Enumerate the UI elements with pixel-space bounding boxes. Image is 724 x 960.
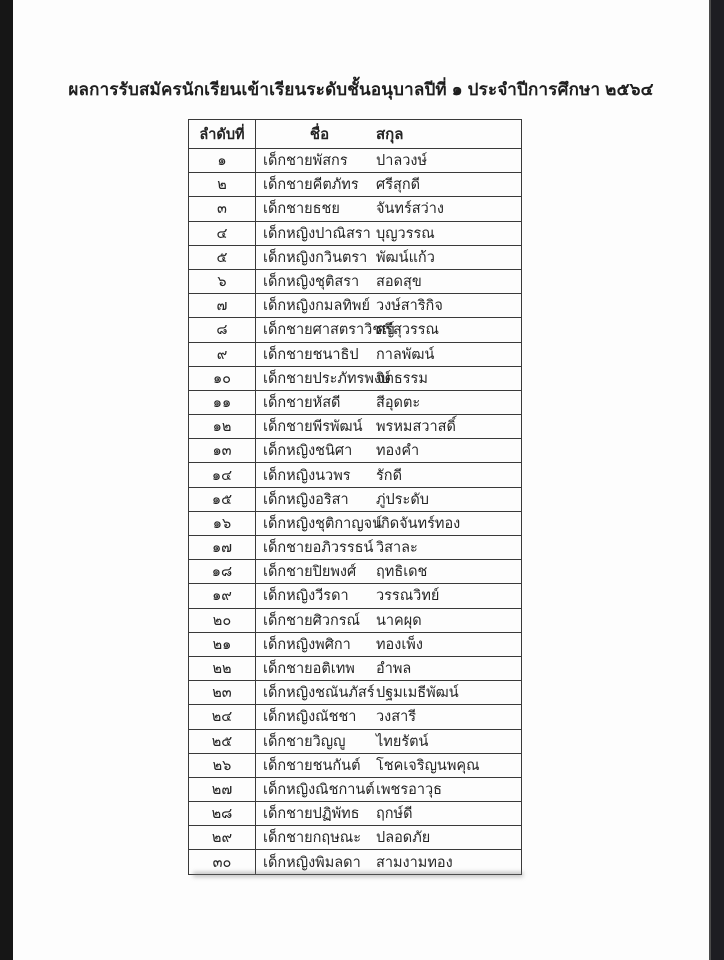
- student-first-name: เด็กหญิงกมลทิพย์: [263, 298, 370, 315]
- table-bottom-shadow: [193, 872, 523, 877]
- student-first-name: เด็กหญิงปาณิสรา: [263, 225, 371, 242]
- table-row: [189, 149, 522, 173]
- student-last-name: ฤกษ์ดี: [376, 806, 413, 823]
- table-row: [189, 802, 522, 826]
- table-row: [189, 487, 522, 511]
- row-number: ๒๐: [189, 608, 256, 632]
- student-last-name: นาคผุด: [376, 612, 422, 629]
- student-last-name: เพชรอาวุธ: [376, 781, 442, 798]
- student-first-name: เด็กชายหัสดี: [263, 394, 341, 411]
- row-number: ๒๘: [189, 802, 256, 826]
- row-number: ๔: [189, 221, 256, 245]
- row-number: ๒๑: [189, 632, 256, 656]
- row-number: ๑๗: [189, 536, 256, 560]
- table-row: [189, 318, 522, 342]
- student-first-name: เด็กหญิงอริสา: [263, 491, 349, 508]
- row-number: ๙: [189, 342, 256, 366]
- row-number: ๓๐: [189, 850, 256, 874]
- student-last-name: รักดี: [376, 467, 402, 484]
- table-row: [189, 294, 522, 318]
- student-first-name: เด็กหญิงชนิศา: [263, 443, 353, 460]
- student-first-name: เด็กชายชนาธิป: [263, 346, 359, 363]
- row-number: ๒๓: [189, 681, 256, 705]
- student-first-name: เด็กชายพีรพัฒน์: [263, 419, 363, 436]
- row-number: ๑๙: [189, 584, 256, 608]
- right-edge-shadow: [709, 0, 724, 960]
- row-number: ๓: [189, 197, 256, 221]
- student-last-name: ทองคำ: [376, 443, 420, 460]
- row-number: ๑๐: [189, 366, 256, 390]
- student-first-name: เด็กหญิงกวินตรา: [263, 249, 368, 266]
- student-last-name: โชคเจริญนพคุณ: [376, 757, 480, 774]
- table-row: [189, 560, 522, 584]
- student-first-name: เด็กชายประภัทรพงษ์: [263, 370, 391, 387]
- student-first-name: เด็กชายปฏิพัทธ: [263, 806, 360, 823]
- student-last-name: สามงามทอง: [376, 854, 453, 871]
- table-row: [189, 536, 522, 560]
- student-first-name: เด็กชายศาสตราวิชญ์: [263, 322, 395, 339]
- table-row: [189, 415, 522, 439]
- student-last-name: จิตธรรม: [376, 370, 428, 387]
- student-first-name: เด็กชายอภิวรรธน์: [263, 540, 374, 557]
- student-first-name: เด็กหญิงณิชกานต์: [263, 781, 375, 798]
- table-row: [189, 197, 522, 221]
- student-last-name: ภู่ประดับ: [376, 491, 429, 508]
- row-number: ๒๗: [189, 777, 256, 801]
- student-last-name: พัฒน์แก้ว: [376, 249, 435, 266]
- student-roster-table: [188, 119, 522, 875]
- table-row: [189, 269, 522, 293]
- student-first-name: เด็กชายพัสกร: [263, 153, 348, 170]
- table-header: [189, 120, 522, 149]
- student-last-name: สอดสุข: [376, 274, 422, 291]
- student-last-name: ไทยรัตน์: [376, 733, 429, 750]
- table-row: [189, 729, 522, 753]
- student-last-name: วิสาละ: [376, 540, 418, 557]
- student-first-name: เด็กชายชนกันต์: [263, 757, 361, 774]
- student-first-name: เด็กชายศิวกรณ์: [263, 612, 360, 629]
- left-edge-shadow: [0, 0, 13, 960]
- student-last-name: จันทร์สว่าง: [376, 201, 444, 218]
- row-number: ๒: [189, 173, 256, 197]
- student-last-name: ปฐมเมธีพัฒน์: [376, 685, 459, 702]
- row-number: ๘: [189, 318, 256, 342]
- table-row: [189, 584, 522, 608]
- student-first-name: เด็กหญิงชุติกาญจน์: [263, 515, 383, 532]
- header-last-name: สกุล: [376, 126, 404, 143]
- row-number: ๒๔: [189, 705, 256, 729]
- row-number: ๑๘: [189, 560, 256, 584]
- row-number: ๗: [189, 294, 256, 318]
- student-last-name: ศรีสุกดี: [376, 177, 421, 194]
- row-number: ๖: [189, 269, 256, 293]
- student-last-name: ปาลวงษ์: [376, 153, 428, 170]
- student-last-name: ปลอดภัย: [376, 830, 431, 847]
- row-number: ๑๒: [189, 415, 256, 439]
- table-row: [189, 173, 522, 197]
- row-number: ๒๙: [189, 826, 256, 850]
- student-last-name: ศรีสุวรรณ: [376, 322, 440, 339]
- table-row: [189, 221, 522, 245]
- student-last-name: กาลพัฒน์: [376, 346, 435, 363]
- student-first-name: เด็กชายกฤษณะ: [263, 830, 361, 847]
- table-row: [189, 608, 522, 632]
- student-last-name: สีอุดตะ: [376, 394, 421, 411]
- page-title: ผลการรับสมัครนักเรียนเข้าเรียนระดับชั้นอนุบาลปีที่ ๑ ประจำปีการศึกษา ๒๕๖๔: [68, 80, 654, 99]
- table-row: [189, 511, 522, 535]
- table-row: [189, 705, 522, 729]
- student-first-name: เด็กหญิงพศิกา: [263, 636, 351, 653]
- student-first-name: เด็กหญิงชุติสรา: [263, 274, 360, 291]
- table-row: [189, 245, 522, 269]
- student-first-name: เด็กหญิงพิมลดา: [263, 854, 361, 871]
- student-last-name: เกิดจันทร์ทอง: [376, 515, 461, 532]
- student-last-name: วงสารี: [376, 709, 417, 726]
- student-last-name: บุญวรรณ: [376, 225, 435, 242]
- student-last-name: วรรณวิทย์: [376, 588, 440, 605]
- table-row: [189, 366, 522, 390]
- header-no: ลำดับที่: [189, 120, 256, 149]
- table-row: [189, 439, 522, 463]
- table-row: [189, 826, 522, 850]
- row-number: ๑๓: [189, 439, 256, 463]
- row-number: ๑๑: [189, 390, 256, 414]
- row-number: ๒๒: [189, 656, 256, 680]
- row-number: ๒๖: [189, 753, 256, 777]
- student-first-name: เด็กหญิงนวพร: [263, 467, 351, 484]
- table-row: [189, 632, 522, 656]
- table-row: [189, 463, 522, 487]
- table-row: [189, 681, 522, 705]
- row-number: ๑๔: [189, 463, 256, 487]
- table-header-row: [189, 120, 522, 149]
- table-row: [189, 777, 522, 801]
- table-body: [189, 149, 522, 875]
- student-first-name: เด็กหญิงณัชชา: [263, 709, 357, 726]
- row-number: ๒๕: [189, 729, 256, 753]
- header-first-name: ชื่อ: [309, 126, 330, 143]
- student-first-name: เด็กหญิงวีรดา: [263, 588, 349, 605]
- table-row: [189, 753, 522, 777]
- row-number: ๑๕: [189, 487, 256, 511]
- row-number: ๑: [189, 149, 256, 173]
- student-last-name: วงษ์สาริกิจ: [376, 298, 443, 315]
- student-last-name: ทองเพ็ง: [376, 636, 423, 653]
- student-first-name: เด็กชายธชย: [263, 201, 340, 218]
- student-last-name: พรหมสวาสดิ์: [376, 419, 456, 436]
- table-row: [189, 342, 522, 366]
- student-first-name: เด็กชายคีตภัทร: [263, 177, 359, 194]
- row-number: ๕: [189, 245, 256, 269]
- table-row: [189, 850, 522, 874]
- table-row: [189, 656, 522, 680]
- student-last-name: ฤทธิเดช: [376, 564, 428, 581]
- student-last-name: อำพล: [376, 661, 412, 678]
- student-first-name: เด็กหญิงชณันภัสร์: [263, 685, 375, 702]
- student-first-name: เด็กชายวิญญู: [263, 733, 346, 750]
- row-number: ๑๖: [189, 511, 256, 535]
- student-first-name: เด็กชายปิยพงศ์: [263, 564, 357, 581]
- student-first-name: เด็กชายอติเทพ: [263, 661, 355, 678]
- table-row: [189, 390, 522, 414]
